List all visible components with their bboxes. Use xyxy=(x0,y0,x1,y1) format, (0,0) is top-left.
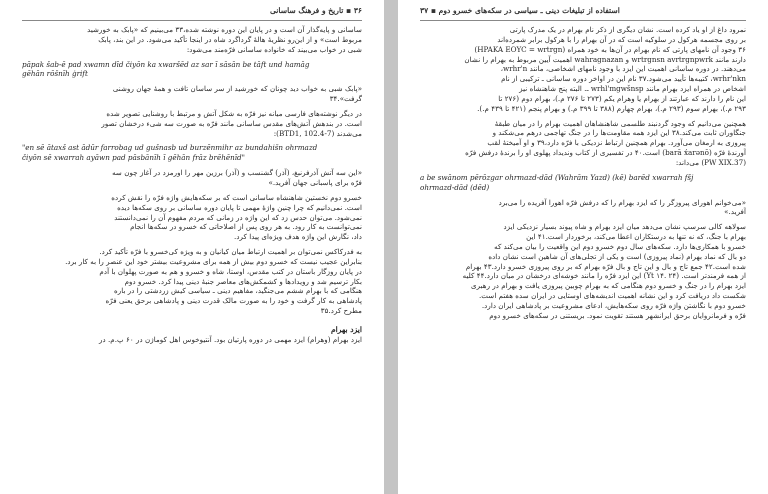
book-gutter xyxy=(384,0,398,494)
section-heading: ایزد بهرام xyxy=(330,324,362,334)
paragraph xyxy=(22,25,362,55)
transliteration-quote xyxy=(22,143,362,163)
text-line: مطرح کرد.۳۵ xyxy=(320,306,362,316)
paragraph-gap xyxy=(22,316,362,321)
text-line: نمی‌توانست به کار رود. به هر روی پس از اصلاحاتی که خسرو در سکه‌ها انجام xyxy=(130,222,362,232)
text-line: čiyōn sē xwarrah ayāwn pad pāsbānīh ī gēhān frāz brēhēnīd" xyxy=(22,153,245,163)
text-line: a be swānom pērōzgar ohrmazd-dād (Wahrām Yazd) (kē) barēd xwarrah fšj xyxy=(420,172,694,182)
text-line: فرّه و فرمانروایان برحق ایرانشهر هستند تقویت نمود. بریستنی در سکه‌های خسرو دوم xyxy=(489,310,746,320)
text-line: شکست داد دریافت کرد و این نشانه اهمیت اندیشه‌های اوستایی در ایران سده هفتم است. xyxy=(478,291,746,301)
text-line: از همه فرمندتر است. (۲۴ .Yt ۱۴) این ایزد فرّه را مانند خوشه‌ای درخشان در میان دارد.۴۴ کلیه xyxy=(462,271,746,281)
text-line: در دیگر نوشته‌های فارسی میانه نیز فرّه به شکل آتش و مرتبط با روشنایی تصویر شده xyxy=(106,108,362,118)
paragraph xyxy=(22,84,362,104)
text-line: همچنین می‌دانیم که وجود گردنبند طلسمی شاهنشاهان اهمیت بهرام را در میان طبقهٔ xyxy=(494,118,746,128)
running-title: استفاده از تبلیغات دینی ـ سیاسی در سکه‌های خسرو دوم xyxy=(438,6,620,15)
text-line: بر روی مجسمه هرکول در سلوکیه است که در آن بهرام را با هرکول برابر شمرده‌اند xyxy=(497,34,746,44)
text-line: بنابراین عجیب نیست که خسرو دوم بیش از همه برای مشروعیت بیشتر خود این عنصر را به کار برد. xyxy=(65,256,362,266)
text-line: ۳۶ وجود آن نامهای پارتی که نام بهرام در آن‌ها به خود همراه (HPAKA EOYC = wrtrgn) xyxy=(474,44,746,54)
text-line: پادشاهی به کار گرفت و خود را به صورت مالک قدرت دینی و پادشاهی برحق یعنی فرّه xyxy=(105,296,362,306)
text-line: خسرو دوم نخستین شاهنشاه ساسانی است که بر سکه‌هایش واژه فرّه را نقش کرده xyxy=(111,192,362,202)
text-line: اشخاص در همراه ایزد بهرام مانند wrhl'mgwšnsp ـ. البته پنج شاهنشاه نیز xyxy=(519,84,746,94)
left-page-body xyxy=(22,25,362,350)
text-line: این نام را دارند که عبارتند از بهرام یا وهرام یکم (۲۷۳ تا ۲۷۶ م.)، بهرام دوم (۲۷۶ تا xyxy=(498,93,746,103)
text-line: به فدرکاکس نمی‌توان بر اهمیت ارتباط میان کیانیان و به ویژه کی‌خسرو با فرّه تأکید کرد. xyxy=(99,247,362,257)
text-line: نمی‌شود. می‌توان حدس زد که این واژه در زمانی که مردم مفهوم آن را نمی‌دانستند xyxy=(114,212,362,222)
text-line: ایزد بهرام (وهرام) ایزد مهمی در دوره پارتیان بود. آنتیوخوس اهل کوماژن در ۶۰ پ.م. در xyxy=(99,334,362,344)
text-line: بهرام با جنگ، که نه تنها به درستکاران اعطا می‌کند، برخوردار است.۴۱ این xyxy=(526,232,746,242)
page-number: ۳۶ xyxy=(353,6,362,15)
left-page-header: ۳۶ ▪ تاریخ و فرهنگ ساسانی xyxy=(269,6,362,15)
text-line: سولاهه کالی سرسپ نشان می‌دهد میان ایزد بهرام و شاه پیوند بسیار نزدیکی ایزد xyxy=(503,222,746,232)
text-line: گرفت».۳۴ xyxy=(329,94,362,104)
text-line: نمرود داغ از او یاد کرده است. نشان دیگری از ذکر نام بهرام در یک مدرک پارتی xyxy=(509,25,746,34)
text-line: ohrmazd-dād (dēd) xyxy=(420,182,490,192)
right-page xyxy=(398,0,768,494)
text-line: pāpak šab-ē pad xwamn dīd čiyōn ka xwaršēd az sar ī sāsān be tāft und hamāg xyxy=(22,59,310,69)
text-line: «این سه آتش آذرفرنبغ، (آذر) گشنسب و (آذر) برزین مهر را اورمزد در آغاز چون سه xyxy=(112,168,362,178)
paragraph xyxy=(420,25,746,114)
text-line: "en sē ātaxš ast ādūr farrobag ud gušnasb ud burzēnmihr az bundahišn ohrmazd xyxy=(22,143,318,153)
right-page-body xyxy=(420,25,746,326)
header-rule xyxy=(22,20,362,21)
text-line: «می‌خوانم اهورای پیروزگر را که ایزد بهرام را که درفش فرّه اهورا آفریده را می‌برد xyxy=(498,197,746,207)
paragraph xyxy=(22,109,362,139)
text-line: خسرو با همکاری‌ها دارد. سکه‌های سال دوم خسرو دوم این واقعیت را بیان می‌کند که xyxy=(494,241,746,251)
text-line: هنگامی که با بهرام ششم می‌جنگید، مفاهیم دینی ـ سیاسی کیش زردشتی را در باره xyxy=(114,286,362,296)
text-line: شبی در خواب می‌بیند که خانواده ساسانی فرّه‌مند می‌شود: xyxy=(186,44,362,54)
text-line: (PW XIX.37) می‌داند: xyxy=(675,157,746,167)
text-line: در پایان روزگار باستان در کتب مقدس، اوستا، شاه و خسرو و هم به صورت پهلوان با آدم xyxy=(99,266,362,276)
transliteration-quote xyxy=(22,60,362,80)
text-line: آورندهٔ فرّه (barā x́arənō) است.۴۰ در تفسیری از کتاب وندیداد پهلوی او را برندهٔ درفش فرّه xyxy=(465,148,746,158)
transliteration-quote xyxy=(420,173,746,193)
text-line: داد، نگارش این واژه هدف ویژه‌ای پیدا کرد. xyxy=(234,232,362,242)
page-number: ۳۷ xyxy=(420,6,429,15)
paragraph-gap xyxy=(22,345,362,350)
text-line: gēhān rōšnīh ġrift xyxy=(22,69,88,79)
text-line: می‌دهند. در دوره ساسانی اهمیت این ایزد با وجود نامهای اشخاصی، مانند wrhr'n، xyxy=(500,64,746,74)
text-line: جنگاوران ثابت می‌کند.۳۸ این ایزد همه مقاومت‌ها را در جنگ تهاجمی درهم می‌شکند و xyxy=(492,128,746,138)
text-line: ایزد بهرام را در جنگ و خسرو دوم هنگامی که به بهرام چوبین پیروزی یافت و بهرام در رهبری xyxy=(471,281,746,291)
text-line: می‌شدند (BTD1, 102.4-7): xyxy=(273,128,362,138)
paragraph xyxy=(420,198,746,218)
text-line: خسرو دوم با نگاشتن واژه فرّه روی سکه‌هایش، ادعای مشروعیت بر پادشاهی ایران دارد. xyxy=(481,300,746,310)
right-page-header: استفاده از تبلیغات دینی ـ سیاسی در سکه‌های خسرو دوم ▪ ۳۷ xyxy=(420,6,620,15)
paragraph xyxy=(22,247,362,316)
text-line: پیروزی به ارمغان می‌آورد. بهرام همچنین ارتباط نزدیکی با فرّه دارد،۳۹ و او آمیختهٔ لقب xyxy=(487,138,746,148)
text-line: فرّه برای پاسبانی جهان آفرید.» xyxy=(268,177,362,187)
paragraph xyxy=(420,222,746,320)
paragraph xyxy=(22,335,362,345)
paragraph xyxy=(22,168,362,188)
paragraph xyxy=(22,193,362,242)
text-line: مربوط است» و از این‌رو نظریهٔ هالهٔ گرداگرد شاه در اینجا تأکید می‌شود. در این بند، پابک xyxy=(98,34,362,44)
text-line: دارند مانند wrtrgnsn avrtrgnpwrk و wahragnazan اهمیت آیین مربوط به بهرام را نشان xyxy=(464,54,746,64)
paragraph xyxy=(420,119,746,168)
text-line: «پابک شبی به خواب دید چونان که خورشید از سر ساسان تافت و همهٔ جهان روشنی xyxy=(112,84,362,94)
text-line: آفرید.» xyxy=(724,207,746,217)
text-line: ساسانی و پایه‌گذار آن است و در پایان این دوره نوشته شده،۳۳ می‌بینیم که «پابک به خورشید xyxy=(87,25,362,34)
text-line: ۲۹۳ م.)، بهرام سوم (۲۹۳ م.)، بهرام چهارم (۳۸۸ تا ۳۹۹ م.) و بهرام پنجم (۴۲۱ تا ۴۳۹ م.). xyxy=(477,103,746,113)
paragraph-gap xyxy=(420,321,746,326)
text-line: است. در بندهش آتش‌های مقدس ساسانی مانند فرّه به صورت سه شیء درخشان تصور xyxy=(101,118,362,128)
text-line: دو بال که نماد بهرام (نماد پیروزی) است و یکی از تجلی‌های آن شاهین است نشان داده xyxy=(488,251,746,261)
text-line: شده است.۴۲ جمع تاج و بال و این تاج و بال فرّه بهرام که بر روی پیروزی خسرو دارد.۴۳ بهرام xyxy=(465,261,746,271)
running-title: تاریخ و فرهنگ ساسانی xyxy=(269,6,344,15)
header-rule xyxy=(420,20,746,21)
text-line: است. نمی‌دانیم که چرا چنین واژهٔ مهمی تا پایان دوره ساسانی بر روی سکه‌ها دیده xyxy=(117,202,362,212)
text-line: wrhr'nkn، کتیبه‌ها تأیید می‌شود.۳۷ نام این در اواخر دوره ساسانی ـ ترکیبی از نام xyxy=(501,74,746,84)
text-line: بکار ترسیم شد و رویدادها و کشمکش‌های معاصر جنبهٔ دینی پیدا کرد. خسرو دوم xyxy=(124,276,362,286)
